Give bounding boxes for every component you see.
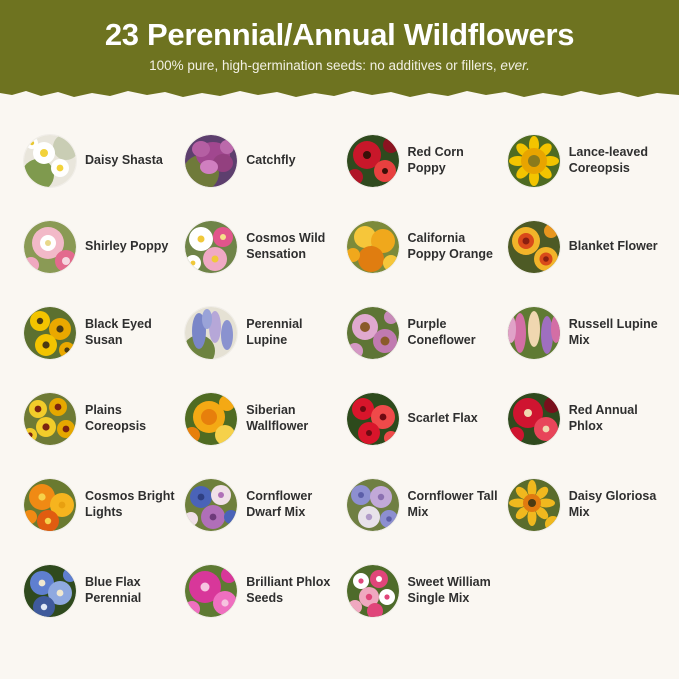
california-poppy-orange-photo	[347, 221, 399, 273]
header-subtitle	[20, 58, 659, 73]
grid-empty-cell	[502, 548, 661, 634]
brilliant-phlox-seeds-photo	[185, 565, 237, 617]
cornflower-dwarf-mix-photo	[185, 479, 237, 531]
flower-label: Russell Lupine Mix	[568, 317, 658, 347]
header-subtitle-italic: ever.	[500, 58, 530, 74]
flower-item[interactable]	[502, 204, 661, 290]
flower-label: Cornflower Dwarf Mix	[246, 489, 313, 519]
flower-label: Plains Coreopsis	[85, 403, 147, 433]
flower-item[interactable]	[179, 290, 338, 376]
perennial-lupine-photo	[185, 307, 237, 359]
scarlet-flax-photo	[347, 393, 399, 445]
cosmos-wild-sensation-photo	[185, 221, 237, 273]
red-corn-poppy-photo	[347, 135, 399, 187]
flower-label: Scarlet Flax	[407, 411, 478, 426]
flower-item[interactable]	[341, 548, 500, 634]
flower-item[interactable]	[502, 290, 661, 376]
flower-label: Blue Flax Perennial	[85, 575, 142, 605]
flower-label: Shirley Poppy	[85, 239, 169, 254]
flower-label: Sweet William Single Mix	[407, 575, 491, 605]
flower-grid	[0, 118, 679, 634]
flower-item[interactable]	[18, 118, 177, 204]
flower-item[interactable]	[179, 204, 338, 290]
cosmos-bright-lights-photo	[24, 479, 76, 531]
cornflower-tall-mix-photo	[347, 479, 399, 531]
flower-item[interactable]	[179, 462, 338, 548]
purple-coneflower-photo	[347, 307, 399, 359]
flower-label: Cosmos Bright Lights	[85, 489, 175, 519]
flower-label: Daisy Gloriosa Mix	[568, 489, 657, 519]
page-title: 23 Perennial/Annual Wildflowers	[104, 17, 575, 52]
flower-label: Catchfly	[246, 153, 296, 168]
catchfly-photo	[185, 135, 237, 187]
flower-item[interactable]	[341, 376, 500, 462]
flower-item[interactable]	[179, 376, 338, 462]
flower-item[interactable]	[179, 548, 338, 634]
red-annual-phlox-photo	[508, 393, 560, 445]
flower-item[interactable]	[341, 290, 500, 376]
flower-label: Red Corn Poppy	[407, 145, 464, 175]
torn-paper-edge-icon	[0, 84, 679, 100]
flower-item[interactable]	[179, 118, 338, 204]
flower-label: Cosmos Wild Sensation	[246, 231, 326, 261]
flower-label: California Poppy Orange	[407, 231, 493, 261]
flower-label: Perennial Lupine	[246, 317, 303, 347]
sweet-william-single-mix-photo	[347, 565, 399, 617]
flower-label: Daisy Shasta	[85, 153, 163, 168]
plains-coreopsis-photo	[24, 393, 76, 445]
flower-label: Red Annual Phlox	[568, 403, 638, 433]
flower-label: Siberian Wallflower	[246, 403, 309, 433]
flower-item[interactable]	[18, 462, 177, 548]
flower-label: Purple Coneflower	[407, 317, 476, 347]
flower-item[interactable]	[502, 376, 661, 462]
blanket-flower-photo	[508, 221, 560, 273]
daisy-shasta-photo	[24, 135, 76, 187]
russell-lupine-mix-photo	[508, 307, 560, 359]
daisy-gloriosa-mix-photo	[508, 479, 560, 531]
flower-item[interactable]	[341, 462, 500, 548]
flower-label: Cornflower Tall Mix	[407, 489, 498, 519]
flower-label: Brilliant Phlox Seeds	[246, 575, 331, 605]
header-banner	[0, 0, 679, 99]
flower-label: Blanket Flower	[568, 239, 658, 254]
flower-item[interactable]	[18, 204, 177, 290]
flower-item[interactable]	[502, 462, 661, 548]
header-subtitle-main: 100% pure, high-germination seeds: no additives or fillers,	[149, 58, 501, 74]
flower-item[interactable]	[18, 376, 177, 462]
flower-item[interactable]	[18, 548, 177, 634]
black-eyed-susan-photo	[24, 307, 76, 359]
lance-leaved-coreopsis-photo	[508, 135, 560, 187]
siberian-wallflower-photo	[185, 393, 237, 445]
flower-label: Lance-leaved Coreopsis	[568, 145, 648, 175]
flower-item[interactable]	[341, 118, 500, 204]
flower-item[interactable]	[18, 290, 177, 376]
shirley-poppy-photo	[24, 221, 76, 273]
flower-item[interactable]	[502, 118, 661, 204]
flower-label: Black Eyed Susan	[85, 317, 152, 347]
flower-item[interactable]	[341, 204, 500, 290]
blue-flax-perennial-photo	[24, 565, 76, 617]
